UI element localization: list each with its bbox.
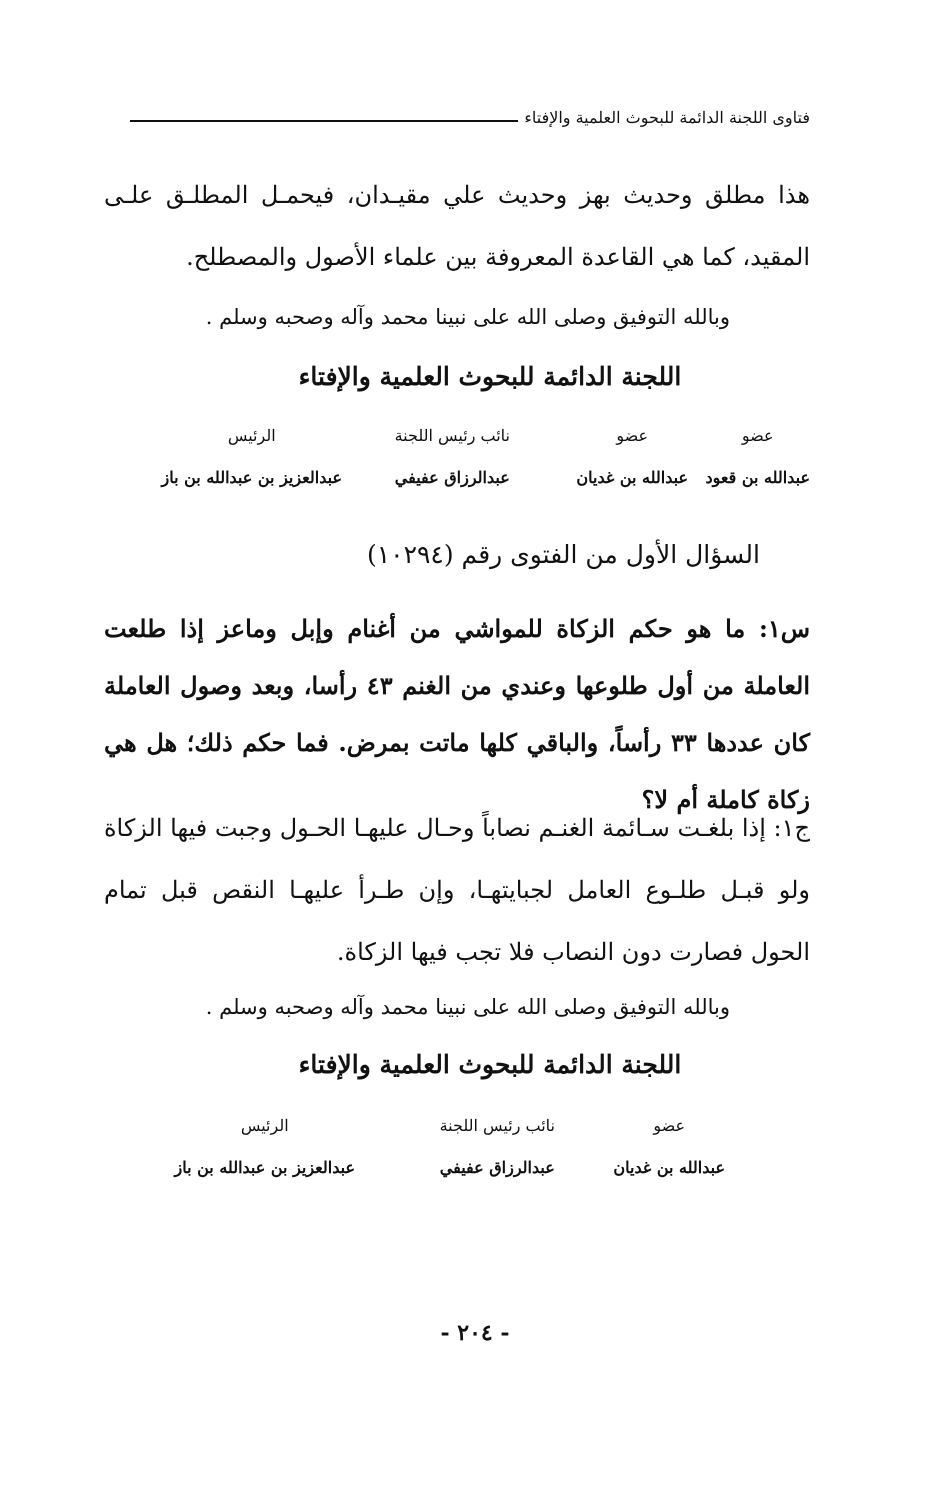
page-number: - ٢٠٤ - (440, 1320, 510, 1346)
signatory-role: عضو (653, 1116, 686, 1135)
running-header-title: فتاوى اللجنة الدائمة للبحوث العلمية والإفتاء (524, 108, 810, 127)
signatory-role: عضو (741, 426, 774, 445)
fatwa1-closing: وبالله التوفيق وصلى الله على نبينا محمد وآله وصحبه وسلم . (205, 305, 730, 329)
fatwa2-signatory-3 (175, 1108, 356, 1186)
running-header (130, 108, 810, 127)
signatory-role: الرئيس (240, 1116, 289, 1135)
signatory-role: الرئيس (227, 426, 276, 445)
signatory-name: عبدالعزيز بن عبدالله بن باز (161, 468, 342, 487)
fatwa2-title: السؤال الأول من الفتوى رقم (١٠٢٩٤) (366, 540, 760, 569)
fatwa2-committee-name: اللجنة الدائمة للبحوث العلمية والإفتاء (298, 1050, 682, 1079)
signatory-name: عبدالله بن قعود (705, 468, 810, 487)
fatwa1-signatures (0, 418, 950, 498)
fatwa2-signatures (0, 1108, 950, 1188)
signatory-role: عضو (616, 426, 649, 445)
signatory-name: عبدالله بن غديان (576, 468, 688, 487)
fatwa1-signatory-3 (395, 418, 510, 496)
fatwa1-signatory-4 (162, 418, 343, 496)
fatwa2-closing: وبالله التوفيق وصلى الله على نبينا محمد وآله وصحبه وسلم . (205, 995, 730, 1019)
signatory-name: عبدالرزاق عفيفي (394, 468, 510, 487)
signatory-name: عبدالله بن غديان (613, 1158, 725, 1177)
fatwa1-signatory-2 (576, 418, 688, 496)
fatwa2-signatory-2 (440, 1108, 555, 1186)
fatwa2-answer: ج١: إذا بلغـت سـائمة الغنـم نصاباً وحـال عليهـا الحـول وجبت فيها الزكاة ولو قبـل طلـوع العامل لجبايتهـا، وإن طـرأ عليهـا النقص قبل تمام الحول فصارت دون النصاب فلا تجب فيها الزكاة. (103, 814, 810, 966)
signatory-role: نائب رئيس اللجنة (394, 426, 510, 445)
signatory-role: نائب رئيس اللجنة (439, 1116, 555, 1135)
fatwa2-signatory-1 (613, 1108, 725, 1186)
fatwa1-committee-name: اللجنة الدائمة للبحوث العلمية والإفتاء (298, 362, 682, 391)
header-rule (130, 120, 518, 122)
fatwa2-question: س١: ما هو حكم الزكاة للمواشي من أغنام وإبل وماعز إذا طلعت العاملة من أول طلوعها وعندي من الغنم ٤٣ رأسا، وبعد وصول العاملة كان عددها ٣٣ رأساً، والباقي كلها ماتت بمرض. فما حكم ذلك؛ هل هي زكاة كاملة أم لا؟ (104, 614, 811, 814)
fatwa1-paragraph: هذا مطلق وحديث بهز وحديث علي مقيـدان، فيحمـل المطلـق علـى المقيد، كما هي القاعدة المعروفة بين علماء الأصول والمصطلح. (104, 181, 810, 271)
fatwa1-signatory-1 (706, 418, 811, 496)
signatory-name: عبدالعزيز بن عبدالله بن باز (174, 1158, 355, 1177)
signatory-name: عبدالرزاق عفيفي (439, 1158, 555, 1177)
